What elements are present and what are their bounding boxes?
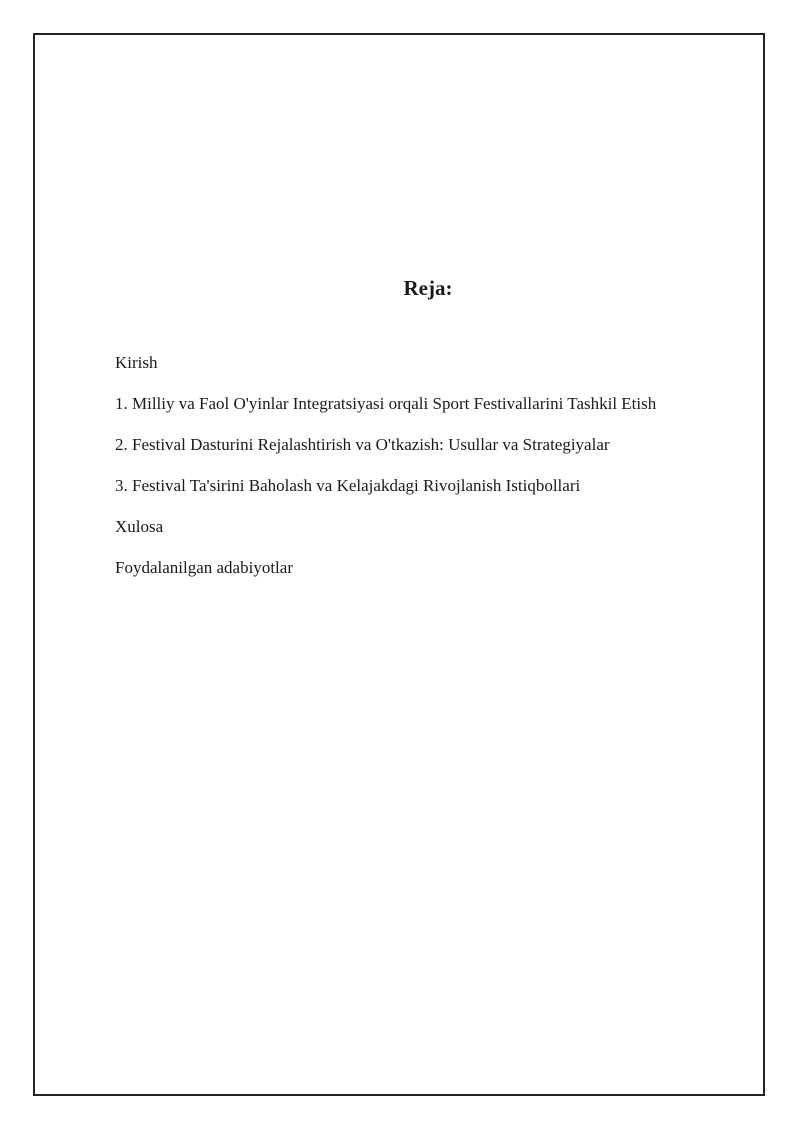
- toc-item-chapter-2: 2. Festival Dasturini Rejalashtirish va O'tkazish: Usullar va Strategiyalar: [115, 435, 610, 454]
- page-title: Reja:: [403, 276, 453, 300]
- toc-item-conclusion: Xulosa: [115, 517, 164, 536]
- toc-item-introduction: Kirish: [115, 353, 158, 372]
- toc-item-chapter-1: 1. Milliy va Faol O'yinlar Integratsiyasi orqali Sport Festivallarini Tashkil Etish: [115, 394, 657, 413]
- toc-item-chapter-3: 3. Festival Ta'sirini Baholash va Kelajakdagi Rivojlanish Istiqbollari: [115, 476, 581, 495]
- table-of-contents: [115, 351, 656, 597]
- toc-item-references: Foydalanilgan adabiyotlar: [115, 558, 293, 577]
